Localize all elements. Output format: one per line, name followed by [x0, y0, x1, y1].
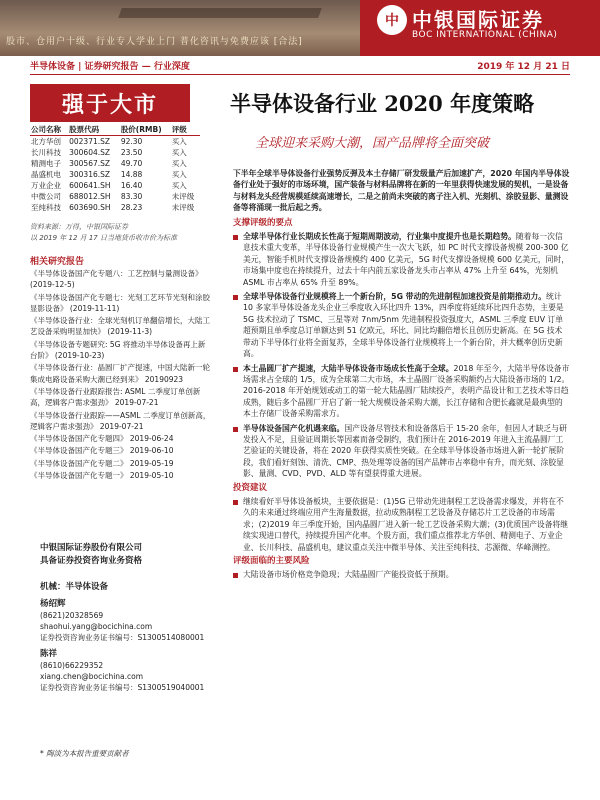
table-cell: 万业企业: [31, 181, 61, 190]
table-header-cell: 股价(RMB): [120, 124, 171, 136]
bullet-text: 大陆设备市场价格竞争隐现；大陆晶圆厂产能投资低于预期。: [243, 570, 454, 580]
bullet-square-icon: [233, 500, 238, 505]
table-cell: 买入: [171, 170, 187, 179]
roof-shade: [118, 8, 322, 18]
related-report-item[interactable]: 《半导体设备行业：晶圆厂扩产提速，中国大陆新一轮集成电路设备采购大潮已经到来》 20190923: [30, 363, 210, 384]
table-row: [30, 147, 200, 158]
analyst-name: 陈祥: [40, 649, 58, 659]
report-date: 2019 年 12 月 21 日: [477, 62, 570, 72]
analyst-email[interactable]: shaohui.yang@bocichina.com: [40, 622, 153, 631]
table-cell: 中微公司: [31, 192, 61, 201]
related-report-item[interactable]: 《半导体设备行业：全球光刻机订单翻倍增长，大陆工艺设备采购明显加快》 (2019-11-3): [30, 316, 210, 337]
table-cell: 300567.SZ: [69, 159, 111, 168]
table-cell: 晶盛机电: [31, 170, 61, 179]
bullet-text: 随着每一次信息技术重大变革，半导体设备行业规模产生一次大飞跃，如 PC 时代支撑设备规模 200-300 亿美元，智能手机时代支撑设备规模约 400 亿美元，5G 时代支撑设备规模 600 亿美元，同时，市场集中度也在持续提升，过去十年内前五家设备龙头市占率从 47% 上升至 64%，光刻机 ASML 市占率从 65% 升至 89%。: [243, 232, 570, 287]
table-cell: 16.40: [120, 181, 143, 190]
table-header-cell: 公司名称: [30, 124, 68, 136]
table-cell: 买入: [171, 181, 187, 190]
brand-name-cn: 中银国际证券: [412, 8, 544, 32]
analyst-name: 杨绍辉: [40, 599, 66, 609]
table-cell: 002371.SZ: [69, 137, 111, 146]
report-category-bar: [30, 57, 570, 75]
source-line: 资料来源：万得，中银国际证券: [30, 223, 128, 231]
bullet-lead: 全球半导体行业长期成长性高于短期周期波动，行业集中度提升也是长期趋势。: [243, 232, 516, 242]
table-cell: 买入: [171, 148, 187, 157]
bullet-lead: 半导体设备国产化机遇来临。: [243, 423, 345, 433]
related-report-item[interactable]: 《半导体设备国产化专题四》 2019-06-24: [30, 434, 174, 444]
brand-name-en: BOC INTERNATIONAL (CHINA): [412, 30, 558, 40]
related-report-item[interactable]: 《半导体设备专题研究: 5G 将推动半导体设备再上新台阶》 (2019-10-23): [30, 339, 206, 361]
related-reports-list: [30, 268, 212, 482]
table-cell: 300604.SZ: [69, 148, 111, 157]
bullet-lead: 本土晶圆厂扩产提速，大陆半导体设备市场成长性高于全球。: [243, 363, 454, 373]
bullet-item: [233, 423, 570, 480]
analyst-phone: (8621)20328569: [40, 611, 104, 620]
org-name: 中银国际证券股份有限公司: [40, 543, 143, 553]
related-report-item[interactable]: 《半导体设备国产化专题七：光刻工艺环节光刻和涂胶显影设备》 (2019-11-11): [30, 292, 210, 313]
table-row: [30, 180, 200, 191]
bullet-item: [233, 291, 570, 359]
org-qualification: 具备证券投资咨询业务资格: [40, 556, 143, 566]
table-cell: 精测电子: [31, 159, 61, 168]
table-cell: 23.50: [120, 148, 143, 157]
data-source: [30, 222, 205, 244]
rating-badge: 强于大市: [30, 84, 190, 122]
watermark-text: 股市、仓用户十级、行业专人学业上门 普化咨讯与免费应该 [合法]: [6, 37, 303, 47]
section-heading-rating: 支撑评级的要点: [233, 217, 293, 228]
related-report-item[interactable]: 《半导体设备行业跟踪报告: ASML 二季度订单创新高，逻辑客户需求强劲》 2019-07-21: [30, 386, 201, 408]
bullet-item: [233, 231, 570, 288]
page-subtitle: 全球迎来采购大潮，国产品牌将全面突破: [255, 136, 490, 151]
table-row: [30, 191, 200, 202]
table-cell: 603690.SH: [69, 203, 111, 212]
analyst-block: [40, 582, 210, 693]
related-report-item[interactable]: 《半导体设备国产化专题二》 2019-05-19: [30, 458, 174, 468]
contributor-note: * 陶淡为本报告重要贡献者: [40, 749, 129, 758]
analyst-sector: 机械：半导体设备: [40, 582, 109, 592]
stock-table: [30, 124, 200, 213]
bullet-text: 继续看好半导体设备板块，主要依据是：(1)5G 已带动先进制程工艺设备需求爆发，并将在不久的未来通过终端应用产生海量数据，拉动成熟制程工艺设备及存储芯片工艺设备的市场需求；(2)2019 年三季度开始，国内晶圆厂进入新一轮工艺设备采购大潮；(3)优质国产设备将继续实现进口替代，持续提升国产化率。个股方面，我们重点推荐北方华创、精测电子、万业企业、长川科技、晶盛机电，建议重点关注中微半导体、关注至纯科技、芯源微、华峰测控。: [243, 496, 569, 552]
table-cell: 未评级: [171, 192, 195, 201]
source-line: 以 2019 年 12 月 17 日当地货币收市价为标准: [30, 234, 177, 242]
bullet-item: [233, 496, 570, 553]
analyst-email[interactable]: xiang.chen@bocichina.com: [40, 672, 144, 681]
table-cell: 49.70: [120, 159, 143, 168]
related-report-item[interactable]: 《半导体设备国产化专题一》 2019-05-10: [30, 471, 174, 481]
bullet-square-icon: [233, 295, 238, 300]
table-cell: 买入: [171, 159, 187, 168]
bullet-item: [233, 363, 570, 420]
bullet-text: 统计 10 多家半导体设备龙头企业三季度收入环比四升 13%，四季度将延续环比四升态势，主要是 5G 技术拉动了 TSMC、三星等对 7nm/5nm 先进制程投资强度大，ASML 三季度 EUV 订单超预期且单季度总订单额达到 51 亿欧元，环比、同比均翻倍增长且创历史新高。在 5G 技术带动下半导体行业将全面复苏，全球半导体设备行业规模将上一个新台阶，并大概率创历史新高。: [243, 292, 564, 359]
bullet-square-icon: [233, 427, 238, 432]
table-cell: 600641.SH: [69, 181, 111, 190]
boc-logo-icon: 中: [377, 5, 407, 35]
bullet-text: 2018 年至今，大陆半导体设备市场需求占全球的 1/5，成为全球第二大市场，本土晶圆厂设备采购额约占大陆设备市场的 1/2。2016-2018 年开始规划或动工的第一轮大陆晶圆厂陆续投产，表明产品设计和工艺技术等日趋成熟，随后多个晶圆厂开启了新一轮大规模设备采购大潮，长江存储和合肥长鑫就是最典型的本土存储厂设备采购需求方。: [243, 363, 570, 419]
table-row: [30, 169, 200, 180]
section-heading-investment: 投资建议: [233, 482, 268, 493]
table-cell: 买入: [171, 137, 187, 146]
organization: [40, 542, 142, 568]
intro-paragraph: 下半年全球半导体设备行业强势反弹及本土存储厂研发级量产后加速扩产，2020 年国内半导体设备行业处于强好的市场环境，国产装备与材料品牌将在新的一年里获得快速发展的契机，一是设备与材料龙头经营规模延续高速增长，二是之前尚未突破的离子注入机、光刻机、涂胶显影、量测设备等将涌现一批后起之秀。: [233, 169, 570, 213]
bullet-lead: 全球半导体设备行业规模将上一个新台阶，5G 带动的先进制程加速投资是前期推动力。: [243, 292, 547, 302]
related-reports-heading: 相关研究报告: [30, 257, 85, 267]
page-title: 半导体设备行业 2020 年度策略: [230, 91, 535, 116]
bullet-text: 国产设备尽管技术和设备落后于 15-20 余年，但因人才缺乏与研发投入不足，且验证周期长等因素而备受制约，我们预计在 2016-2019 年进入主流晶圆厂工艺验证的关键设备，将在 2020 年获得实质性突破。在全球半导体设备市场进入新一轮扩展阶段，我们看好刻蚀、清洗、CMP、热处理等设备的国产品牌市占率稳中有升，而光刻、涂胶显影、量测、CVD、PVD、ALD 等有望获得重大进展。: [243, 423, 567, 479]
bullet-square-icon: [233, 235, 238, 240]
table-cell: 300316.SZ: [69, 170, 111, 179]
related-report-item[interactable]: 《半导体设备行业跟踪——ASML 二季度订单创新高，逻辑客户需求强劲》 2019-07-21: [30, 410, 211, 431]
table-cell: 北方华创: [31, 137, 61, 146]
bullet-square-icon: [233, 573, 238, 578]
table-cell: 长川科技: [31, 148, 61, 157]
analyst-license: 证券投资咨询业务证书编号：S1300519040001: [40, 683, 205, 692]
related-report-item[interactable]: 《半导体设备国产化专题三》 2019-06-10: [30, 446, 174, 456]
bullet-item: [233, 569, 570, 580]
table-cell: 28.23: [120, 203, 143, 212]
table-row: [30, 158, 200, 169]
table-cell: 至纯科技: [31, 203, 61, 212]
related-report-item[interactable]: 《半导体设备国产化专题八：工艺控制与量测设备》 (2019-12-5): [30, 269, 203, 290]
table-row: [30, 136, 200, 148]
table-cell: 未评级: [171, 203, 195, 212]
table-cell: 688012.SH: [69, 192, 111, 201]
table-header-cell: 评级: [171, 124, 200, 136]
table-cell: 83.30: [120, 192, 143, 201]
report-category: 半导体设备 | 证券研究报告 — 行业深度: [30, 62, 190, 72]
section-heading-risk: 评级面临的主要风险: [233, 556, 310, 566]
bullet-square-icon: [233, 367, 238, 372]
main-body: [233, 168, 570, 584]
table-header-cell: 股票代码: [68, 124, 120, 136]
analyst-phone: (8610)66229352: [40, 661, 104, 670]
table-cell: 14.88: [120, 170, 143, 179]
table-cell: 92.30: [120, 137, 143, 146]
table-row: [30, 202, 200, 213]
report-header: [0, 0, 600, 56]
table-header-row: [30, 124, 200, 136]
analyst-license: 证券投资咨询业务证书编号：S1300514080001: [40, 633, 205, 642]
